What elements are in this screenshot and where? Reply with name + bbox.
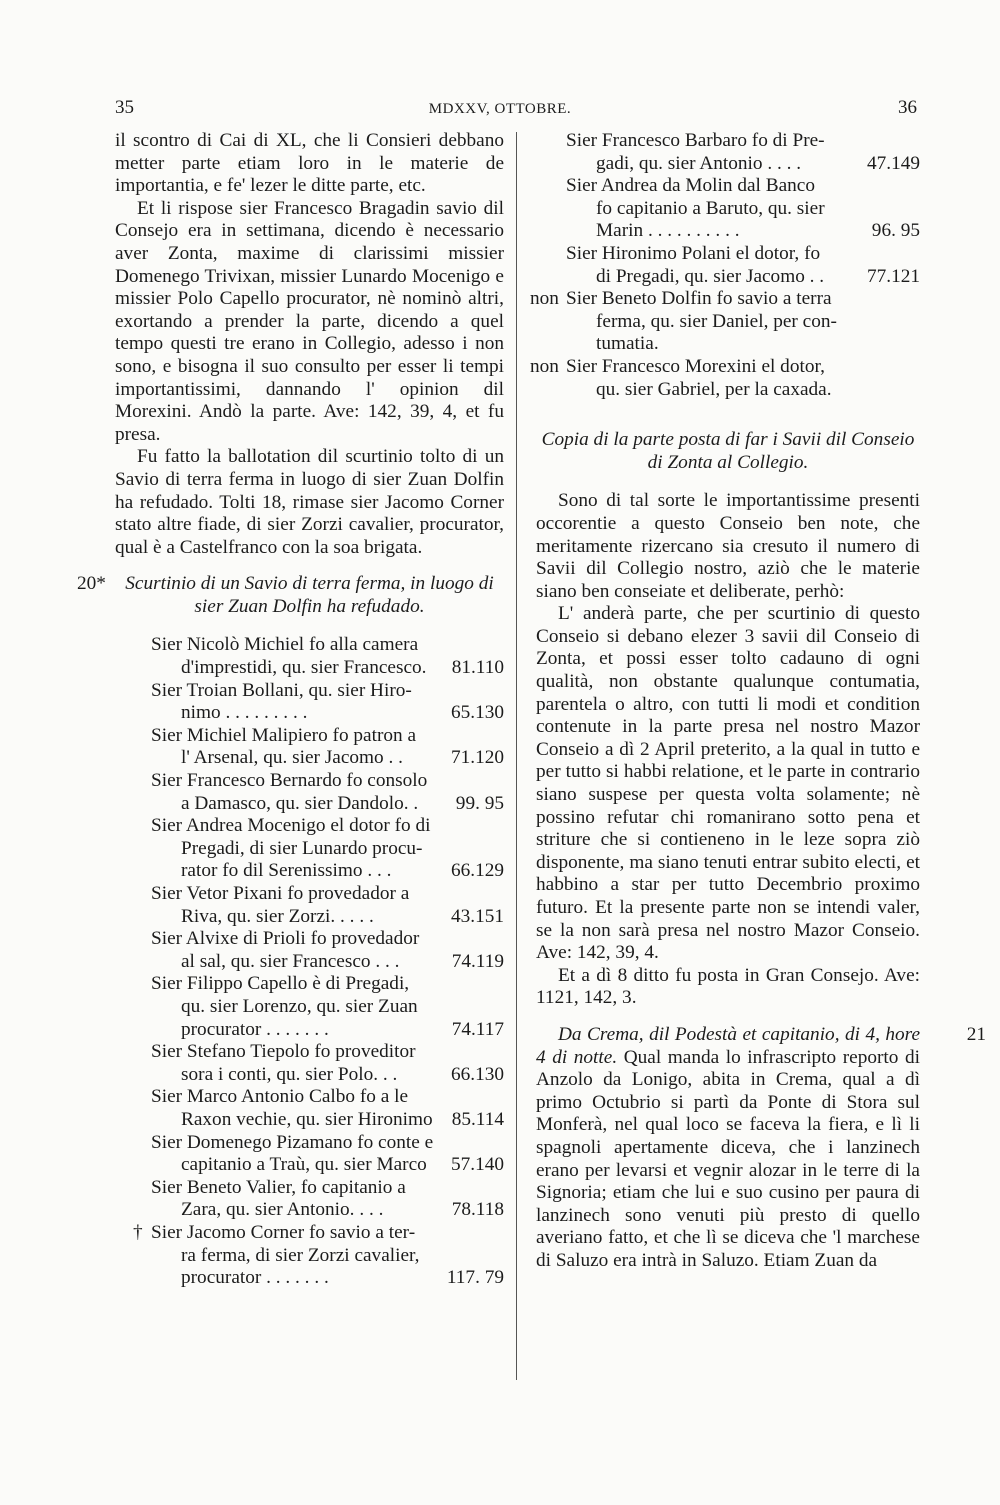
vote-count: 57.140 (450, 1154, 504, 1176)
paragraph-body: Qual manda lo infrascripto reporto di Anzolo da Lonigo, abita in Crema, qual a dì primo Octubrio si partì da Ponte di Stora sul Monferà, nel qual loco se faceva la fiera, e lì li spagnoli apertamente diceva, che i lanzinech erano per levarsi et vegnir alozar in le terre di la Signoria; etiam che lui e suo cusino per paura di lanzinech sono venuti più presto di quello averiano fatto, et che lì se diceva che 'l marchese di Saluzo era intrà in Saluzo. Etiam Zuan da (536, 1046, 920, 1271)
ballot-entry (115, 1222, 504, 1290)
ballot-entry (536, 175, 920, 243)
entry-line: Sier Francesco Bernardo fo consolo (151, 770, 428, 792)
paragraph: Et li rispose sier Francesco Bragadin savio dil Consejo era in settimana, dicendo è necessario aver Zonta, maxime di clarissimi missier Domenego Trivixan, missier Lunardo Mocenigo e missier Polo Capello procurator, nè nominò altri, exortando a prender la parte, dicendo a quel tempo questi tre erano in Collegio, adesso i non sono, e bisogna il suo consulto per esser li tempi importantissimi, dannando l' opinion dil Morexini. Andò la parte. Ave: 142, 39, 4, et fu presa. (115, 197, 504, 445)
entry-line: Sier Andrea da Molin dal Banco (566, 175, 815, 197)
candidate-text (151, 680, 444, 725)
entry-line: procurator . . . . . . . (181, 1018, 329, 1040)
entry-line: Sier Francesco Barbaro fo di Pre- (566, 130, 825, 151)
vote-count: 78.118 (451, 1199, 504, 1221)
right-column (530, 130, 986, 1273)
entry-line: rator fo dil Serenissimo . . . (181, 860, 392, 882)
candidate-text (530, 355, 920, 401)
section-heading (77, 573, 504, 618)
ballot-entry (115, 680, 504, 725)
entry-line: Sier Troian Bollani, qu. sier Hiro- (151, 679, 412, 701)
paragraph: il scontro di Cai di XL, che li Consieri debbano metter parte etiam loro in le materie de importantia, e fe' lezer le ditte parte, etc. (115, 130, 504, 197)
vote-count: 81.110 (451, 657, 504, 679)
entry-line: sora i conti, qu. sier Polo. . . (181, 1063, 398, 1085)
vote-count: 65.130 (450, 702, 504, 724)
entry-line: Sier Vetor Pixani fo provedador a (151, 883, 410, 904)
candidate-text (151, 1086, 444, 1131)
entry-line: Sier Marco Antonio Calbo fo a le (151, 1086, 409, 1108)
candidate-text (530, 288, 920, 356)
entry-line: a Damasco, qu. sier Dandolo. . (181, 792, 419, 814)
entry-line: Sier Filippo Capello è di Pregadi, (151, 973, 410, 995)
candidate-text (151, 1041, 444, 1086)
ballot-entry (115, 1086, 504, 1131)
heading-text: Scurtinio di un Savio di terra ferma, in luogo di sier Zuan Dolfin ha refudado. (125, 573, 494, 617)
vote-count: 74.119 (451, 950, 504, 972)
running-header: MDXXV, OTTOBRE. (428, 101, 572, 117)
ballot-entry (115, 883, 504, 928)
ballot-entry (115, 1041, 504, 1086)
ballot-entry (530, 355, 920, 401)
margin-note: 20* (77, 573, 106, 595)
candidate-text (151, 1132, 444, 1177)
entry-prefix: non (530, 288, 559, 310)
entry-line: al sal, qu. sier Francesco . . . (181, 950, 400, 972)
vote-count: 96. 95 (871, 220, 920, 242)
candidate-text (133, 1221, 444, 1290)
entry-line: Sier Beneto Valier, fo capitanio a (151, 1176, 406, 1198)
vote-count: 66.130 (450, 1063, 504, 1085)
ballot-entry (115, 770, 504, 815)
column-divider (516, 132, 517, 1380)
candidate-text (566, 175, 860, 243)
ballot-entry (115, 1177, 504, 1222)
entry-line: Sier Andrea Mocenigo el dotor fo di (151, 815, 431, 837)
ballot-entry (115, 973, 504, 1041)
vote-count: 74.117 (451, 1018, 504, 1040)
paragraph: Et a dì 8 ditto fu posta in Gran Consejo. Ave: 1121, 142, 3. (536, 964, 920, 1009)
vote-count: 71.120 (450, 747, 504, 769)
entry-line: qu. sier Gabriel, per la caxada. (596, 378, 832, 400)
entry-prefix: † (133, 1221, 143, 1243)
section-heading: Copia di la parte posta di far i Savii dil Conseio di Zonta al Collegio. (541, 429, 915, 473)
entry-line: Riva, qu. sier Zorzi. . . . . (181, 905, 374, 927)
paragraph (536, 1023, 986, 1273)
entry-line: qu. sier Lorenzo, qu. sier Zuan (181, 995, 418, 1017)
entry-line: Sier Alvixe di Prioli fo provedador (151, 928, 420, 950)
entry-line: Pregadi, di sier Lunardo procu- (181, 837, 423, 859)
ballot-list (115, 634, 504, 1289)
margin-note: 21 (966, 1023, 986, 1045)
entry-line: Sier Nicolò Michiel fo alla camera (151, 634, 419, 656)
vote-count: 43.151 (450, 905, 504, 927)
entry-line: l' Arsenal, qu. sier Jacomo . . (181, 747, 403, 769)
left-column (77, 130, 504, 1290)
paragraph: Sono di tal sorte le importantissime presenti occorentie a questo Conseio ben note, che meritamente rizercano sia cresuto il numero di Savii dil Collegio nostro, aziò che le materie siano ben conseiate et deliberate, perhò: (536, 490, 920, 602)
entry-line: Zara, qu. sier Antonio. . . . (181, 1199, 384, 1221)
paragraph: L' anderà parte, che per scurtinio di questo Conseio si debano elezer 3 savii dil Conseio di Zonta, et possi esser tolto cadauno di ogni qualità, non obstante qualunque contumatia, parentela o altro, con tutti li modi et condition contenute in la parte presa nel nostro Mazor Conseio a dì 2 April preterito, a la qual in tutto e per tutto si habbi relatione, et le parte in contrario siano suspese per questa volta solamente; nè possino refutar chi romanirano sotto pena et striture che si contieneno in le leze sopra ziò disponente, ma siano tenuti entrar subito electi, et habbino a star per tutto Decembrio proximo futuro. Et la presente parte non se intendi valer, se la non sarà presa nel nostro Mazor Conseio. Ave: 142, 39, 4. (536, 603, 920, 964)
entry-line: Sier Domenego Pizamano fo conte e (151, 1131, 434, 1153)
ballot-entry (115, 815, 504, 883)
vote-count: 47.149 (866, 152, 920, 174)
page-number-left: 35 (115, 97, 134, 118)
ballot-list (530, 130, 920, 401)
candidate-text (566, 243, 860, 288)
ballot-entry (536, 243, 920, 288)
ballot-entry (530, 288, 920, 356)
entry-line: Sier Jacomo Corner fo savio a ter- (151, 1221, 416, 1243)
candidate-text (151, 973, 444, 1041)
candidate-text (151, 725, 444, 770)
vote-count: 66.129 (450, 860, 504, 882)
entry-line: ferma, qu. sier Daniel, per con- (596, 310, 837, 332)
candidate-text (151, 883, 444, 928)
entry-line: di Pregadi, qu. sier Jacomo . . (596, 265, 825, 287)
entry-line: Marin . . . . . . . . . . (596, 220, 740, 242)
vote-count: 99. 95 (455, 792, 504, 814)
entry-line: Sier Beneto Dolfin fo savio a terra (566, 288, 832, 310)
italic-lead: Da Crema, dil Podestà et capitanio, di 4, hore 4 di notte. (536, 1023, 920, 1068)
entry-line: Raxon vechie, qu. sier Hironimo (181, 1108, 433, 1130)
vote-count: 117. 79 (446, 1267, 504, 1289)
candidate-text (151, 634, 444, 679)
entry-line: gadi, qu. sier Antonio . . . . (596, 152, 802, 174)
candidate-text (151, 770, 444, 815)
candidate-text (151, 815, 444, 883)
entry-prefix: non (530, 355, 559, 377)
entry-line: procurator . . . . . . . (181, 1267, 329, 1289)
candidate-text (566, 130, 860, 175)
ballot-entry (115, 725, 504, 770)
paragraph: Fu fatto la ballotation dil scurtinio tolto di un Savio di terra ferma in luogo di sier Zuan Dolfin ha refudado. Tolti 18, rimase sier Jacomo Corner stato altre fiade, di sier Zorzi cavalier, procurator, qual è a Castelfranco con la soa brigata. (115, 446, 504, 558)
entry-line: d'imprestidi, qu. sier Francesco. (181, 657, 427, 679)
ballot-entry (536, 130, 920, 175)
candidate-text (151, 928, 444, 973)
entry-line: Sier Michiel Malipiero fo patron a (151, 724, 417, 746)
vote-count: 77.121 (866, 265, 920, 287)
page-number-right: 36 (898, 97, 917, 118)
entry-line: Sier Hironimo Polani el dotor, fo (566, 242, 821, 264)
entry-line: tumatia. (596, 333, 659, 355)
candidate-text (151, 1177, 444, 1222)
vote-count: 85.114 (451, 1108, 504, 1130)
ballot-entry (115, 1132, 504, 1177)
ballot-entry (115, 928, 504, 973)
ballot-entry (115, 634, 504, 679)
entry-line: Sier Francesco Morexini el dotor, (566, 355, 825, 377)
entry-line: Sier Stefano Tiepolo fo proveditor (151, 1041, 416, 1063)
entry-line: ra ferma, di sier Zorzi cavalier, (181, 1244, 420, 1266)
entry-line: capitanio a Traù, qu. sier Marco (181, 1154, 427, 1176)
entry-line: fo capitanio a Baruto, qu. sier (596, 197, 825, 219)
entry-line: nimo . . . . . . . . . (181, 702, 308, 724)
